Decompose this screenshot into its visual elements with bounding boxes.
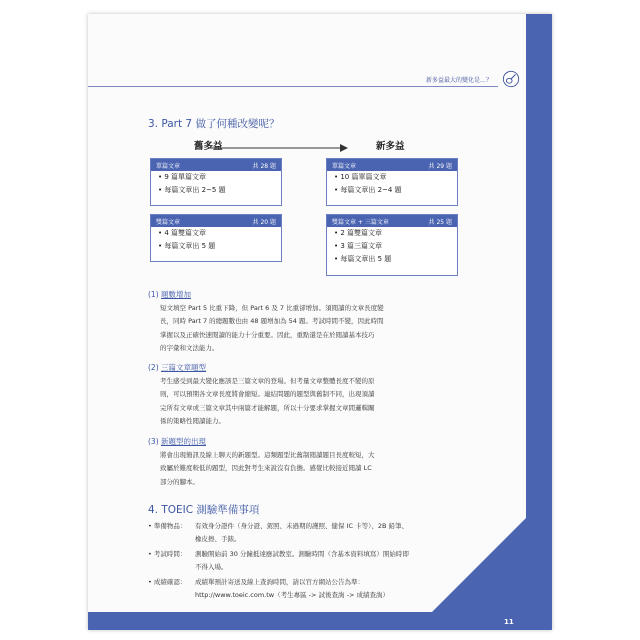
box-count: 共 25 題 — [428, 218, 452, 226]
corner-decoration — [432, 492, 552, 612]
point-number: (3) — [148, 437, 159, 446]
point-title: 題數增加 — [161, 290, 192, 299]
item-text: 測驗開始前 30 分鐘抵達應試教室。測驗時間（含基本資料填寫）開始時即 — [195, 550, 409, 558]
point-1-heading — [148, 289, 191, 300]
guitar-icon — [502, 70, 520, 88]
point-3-heading — [148, 436, 206, 447]
box-heading: 雙篇文章 + 三篇文章 — [332, 218, 389, 226]
text-line: 的字彙和文法能力。 — [160, 343, 219, 352]
text-line: 將會出現簡訊及線上聊天的新題型。這類題型比舊制閱讀題目長度較短，大 — [160, 451, 375, 459]
section-4-title: 4. TOEIC 測驗準備事項 — [148, 504, 260, 516]
point-title: 新題型的出現 — [161, 437, 207, 446]
box-item: • 每篇文章出 5 題 — [334, 255, 392, 263]
box-item: • 9 篇單篇文章 — [158, 173, 207, 181]
text-line: 則，可以預期各文章長度將會縮短。連結問題的題型與舊制不同，出現須讀 — [160, 390, 375, 399]
new-double-triple-passage-box — [326, 214, 458, 276]
box-item: • 每篇文章出 2~4 題 — [334, 186, 402, 194]
section-3-title: 3. Part 7 做了何種改變呢？ — [148, 118, 280, 130]
text-line: 長，同時 Part 7 的總題數也由 48 題增加為 54 題。考試時間不變，因此時間 — [160, 317, 384, 326]
old-single-passage-box — [150, 158, 282, 206]
prep-item-time — [148, 548, 409, 575]
text-line: 考生感受到最大變化應該是三篇文章的登場。但考量文章整體長度不變的原 — [160, 377, 375, 385]
box-count: 共 28 題 — [252, 162, 276, 170]
old-double-passage-box — [150, 214, 282, 262]
box-item: • 3 篇三篇文章 — [334, 242, 383, 250]
score-url[interactable]: http://www.toeic.com.tw（考生專區 -> 試後查詢 -> 成績查詢） — [195, 591, 389, 600]
point-title: 三篇文章題型 — [161, 363, 207, 372]
item-key: • 準備物品： — [148, 522, 187, 530]
point-1-body — [160, 302, 480, 355]
item-text: 橡皮擦、手錶。 — [195, 535, 241, 544]
box-item: • 4 篇雙篇文章 — [158, 229, 207, 237]
header-rule — [88, 86, 498, 87]
box-item: • 每篇文章出 2~5 題 — [158, 186, 226, 194]
page-number: 11 — [504, 618, 514, 626]
book-page — [88, 14, 552, 630]
box-item: • 2 篇雙篇文章 — [334, 229, 383, 237]
running-title: 新多益最大的變化是…？ — [426, 77, 493, 84]
item-text: 成績單預計寄送及線上查詢時間，請以官方網站公告為準： — [195, 578, 364, 586]
text-line: 係的策略性閱讀能力。 — [160, 416, 225, 425]
prep-item-score — [148, 576, 389, 603]
box-heading: 單篇文章 — [332, 162, 357, 170]
point-2-body — [160, 375, 480, 428]
item-key: • 考試時間： — [148, 550, 187, 558]
item-text: 不得入場。 — [195, 563, 228, 572]
bottom-color-band — [88, 612, 552, 630]
point-number: (2) — [148, 363, 159, 372]
arrow-right-icon — [208, 143, 348, 153]
text-line: 致屬於難度較低的題型，因此對考生來說沒有負擔。感覺比較接近閱讀 LC — [160, 464, 372, 473]
text-line: 部分的腳本。 — [160, 477, 199, 486]
text-line: 完所有文章或三篇文章其中兩篇才能解題，所以十分要求掌握文章間邏輯關 — [160, 403, 375, 412]
box-item: • 每篇文章出 5 題 — [158, 242, 216, 250]
point-2-heading — [148, 362, 206, 373]
point-3-body — [160, 449, 480, 489]
point-number: (1) — [148, 290, 159, 299]
item-key: • 成績確認： — [148, 578, 187, 586]
box-item: • 10 篇單篇文章 — [334, 173, 387, 181]
box-count: 共 20 題 — [252, 218, 276, 226]
text-line: 短文填空 Part 5 比重下降，但 Part 6 及 7 比重卻增加。須閱讀的文章長度變 — [160, 304, 384, 312]
old-toeic-label: 舊多益 — [194, 141, 223, 152]
prep-item-supplies — [148, 520, 408, 547]
box-count: 共 29 題 — [428, 162, 452, 170]
item-text: 有效身分證件（身分證、駕照、未過期的護照、健保 IC 卡等）、2B 鉛筆、 — [195, 522, 408, 530]
text-line: 掌握以及正確快速閱讀的能力十分重要。因此，重點還是在於閱讀基本技巧 — [160, 330, 375, 339]
new-single-passage-box — [326, 158, 458, 206]
new-toeic-label: 新多益 — [376, 141, 405, 152]
box-heading: 單篇文章 — [156, 162, 181, 170]
box-heading: 雙篇文章 — [156, 218, 181, 226]
